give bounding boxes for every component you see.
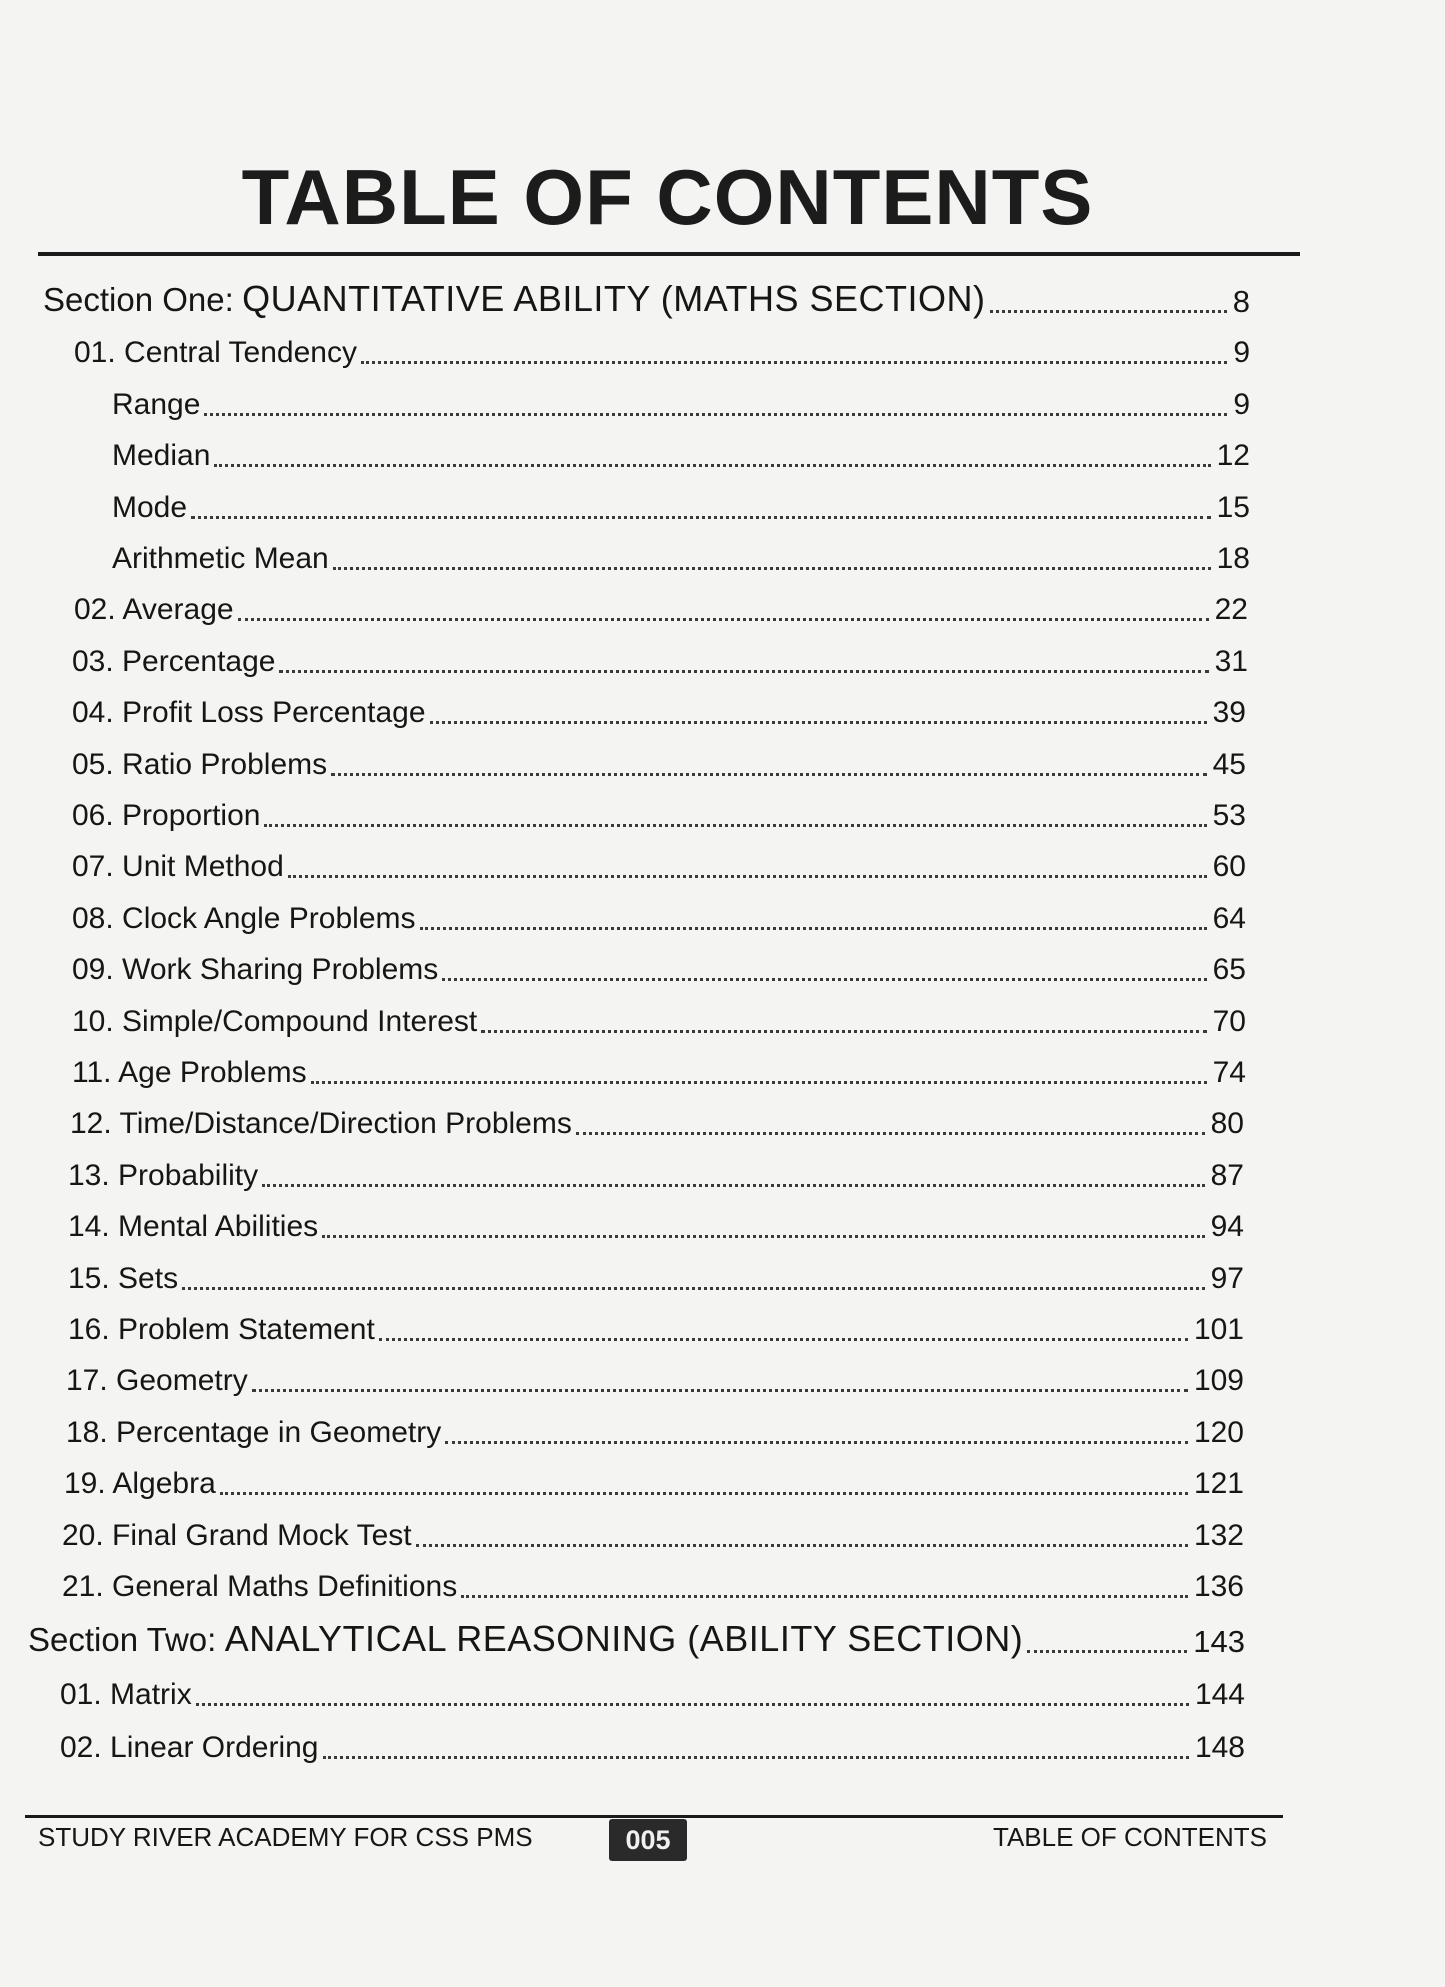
toc-entry	[64, 1462, 1244, 1506]
toc-entry-label: 20. Final Grand Mock Test	[62, 1519, 412, 1552]
toc-entry	[112, 486, 1250, 530]
toc-page-number: 12	[1216, 439, 1250, 472]
toc-page-number: 132	[1193, 1519, 1244, 1552]
dot-leader	[182, 1287, 1205, 1290]
toc-page-number: 22	[1214, 593, 1248, 626]
toc-page-number: 8	[1232, 284, 1250, 319]
dot-leader	[252, 1389, 1188, 1392]
toc-page-number: 109	[1193, 1364, 1244, 1397]
toc-entry-label: 18. Percentage in Geometry	[66, 1416, 442, 1449]
toc-entry-label: 07. Unit Method	[72, 850, 284, 883]
dot-leader	[1027, 1650, 1187, 1653]
toc-entry	[74, 588, 1248, 632]
dot-leader	[461, 1595, 1188, 1598]
page-title: TABLE OF CONTENTS	[241, 153, 1094, 241]
toc-entry-label: 01. Matrix	[60, 1678, 192, 1711]
toc-entry-label: 14. Mental Abilities	[68, 1210, 319, 1243]
toc-entry	[112, 434, 1250, 478]
toc-page-number: 97	[1210, 1262, 1244, 1295]
toc-entry-label: 01. Central Tendency	[74, 336, 357, 369]
toc-page-number: 65	[1212, 953, 1246, 986]
toc-entry-label: Mode	[112, 491, 188, 524]
toc-entry	[72, 1051, 1246, 1095]
section-name: QUANTITATIVE ABILITY (MATHS SECTION)	[242, 278, 986, 319]
footer-page-number: 005	[609, 1819, 687, 1861]
toc-page-number: 143	[1193, 1624, 1245, 1659]
dot-leader	[990, 310, 1227, 313]
toc-page-number: 74	[1212, 1056, 1246, 1089]
toc-entry	[112, 383, 1250, 427]
toc-entry-label: 05. Ratio Problems	[72, 748, 328, 781]
toc-entry	[72, 794, 1246, 838]
toc-page-number: 70	[1212, 1005, 1246, 1038]
toc-page-number: 9	[1233, 388, 1250, 421]
toc-entry-label: 06. Proportion	[72, 799, 261, 832]
section-prefix: Section Two:	[28, 1621, 217, 1658]
toc-entry-label: 09. Work Sharing Problems	[72, 953, 439, 986]
dot-leader	[288, 875, 1207, 878]
dot-leader	[264, 824, 1206, 827]
toc-entry	[66, 1411, 1244, 1455]
toc-page-number: 45	[1212, 748, 1246, 781]
dot-leader	[204, 413, 1227, 416]
toc-entry	[60, 1726, 1245, 1770]
toc-page-number: 148	[1194, 1731, 1245, 1764]
toc-entry	[68, 1154, 1244, 1198]
dot-leader	[331, 773, 1207, 776]
toc-page-number: 31	[1214, 645, 1248, 678]
dot-leader	[279, 670, 1208, 673]
toc-entry	[60, 1673, 1245, 1717]
dot-leader	[576, 1132, 1205, 1135]
toc-entry	[72, 845, 1246, 889]
dot-leader	[445, 1441, 1188, 1444]
toc-page-number: 94	[1210, 1210, 1244, 1243]
section-title	[43, 277, 990, 324]
dot-leader	[220, 1492, 1188, 1495]
toc-entry	[68, 1205, 1244, 1249]
dot-leader	[416, 1544, 1188, 1547]
dot-leader	[379, 1338, 1188, 1341]
dot-leader	[361, 361, 1227, 364]
dot-leader	[430, 721, 1207, 724]
dot-leader	[322, 1235, 1204, 1238]
toc-entry-label: 08. Clock Angle Problems	[72, 902, 416, 935]
toc-page-number: 136	[1193, 1570, 1244, 1603]
toc-entry-label: 21. General Maths Definitions	[62, 1570, 458, 1603]
toc-entry	[70, 1102, 1244, 1146]
toc-entry-label: Median	[112, 439, 211, 472]
footer-running-title: TABLE OF CONTENTS	[993, 1822, 1267, 1852]
toc-page-number: 101	[1193, 1313, 1244, 1346]
dot-leader	[191, 516, 1211, 519]
toc-page-number: 80	[1210, 1107, 1244, 1140]
toc-page-number: 121	[1193, 1467, 1244, 1500]
toc-entry	[66, 1359, 1244, 1403]
toc-entry-label: 17. Geometry	[66, 1364, 248, 1397]
toc-entry	[72, 691, 1246, 735]
toc-entry-label: 13. Probability	[68, 1159, 259, 1192]
toc-page-number: 9	[1233, 336, 1250, 369]
toc-entry-label: Arithmetic Mean	[112, 542, 329, 575]
dot-leader	[481, 1030, 1206, 1033]
toc-entry	[112, 537, 1250, 581]
section-name: ANALYTICAL REASONING (ABILITY SECTION)	[224, 1618, 1024, 1659]
toc-page-number: 64	[1212, 902, 1246, 935]
toc-entry-label: 02. Linear Ordering	[60, 1731, 319, 1764]
dot-leader	[420, 927, 1207, 930]
toc-entry	[74, 331, 1250, 375]
toc-entry-label: 15. Sets	[68, 1262, 179, 1295]
toc-entry-label: 16. Problem Statement	[68, 1313, 375, 1346]
toc-page-number: 39	[1212, 696, 1246, 729]
toc-page-number: 144	[1194, 1678, 1245, 1711]
toc-entry-label: Range	[112, 388, 201, 421]
toc-page-number: 15	[1216, 491, 1250, 524]
toc-entry-label: 02. Average	[74, 593, 234, 626]
footer-publisher: STUDY RIVER ACADEMY FOR CSS PMS	[38, 1822, 533, 1852]
dot-leader	[323, 1756, 1189, 1759]
toc-entry-label: 11. Age Problems	[72, 1056, 307, 1089]
toc-page-number: 18	[1216, 542, 1250, 575]
toc-entry-label: 12. Time/Distance/Direction Problems	[70, 1107, 572, 1140]
toc-entry	[62, 1514, 1244, 1558]
dot-leader	[196, 1703, 1189, 1706]
toc-section-heading	[43, 280, 1250, 324]
toc-entry	[72, 640, 1248, 684]
toc-entry	[62, 1565, 1244, 1609]
toc-entry	[68, 1308, 1244, 1352]
dot-leader	[442, 978, 1206, 981]
toc-entry	[72, 1000, 1246, 1044]
title-rule	[38, 252, 1300, 256]
dot-leader	[262, 1184, 1205, 1187]
toc-entry-label: 04. Profit Loss Percentage	[72, 696, 426, 729]
footer-rule	[25, 1815, 1283, 1818]
toc-page-number: 53	[1212, 799, 1246, 832]
toc-section-heading	[28, 1620, 1245, 1664]
toc-entry	[72, 948, 1246, 992]
dot-leader	[214, 464, 1210, 467]
toc-page-number: 60	[1212, 850, 1246, 883]
dot-leader	[333, 567, 1211, 570]
dot-leader	[311, 1081, 1207, 1084]
toc-entry-label: 19. Algebra	[64, 1467, 216, 1500]
toc-entry-label: 10. Simple/Compound Interest	[72, 1005, 478, 1038]
toc-entry	[72, 743, 1246, 787]
toc-entry	[72, 897, 1246, 941]
toc-page-number: 120	[1193, 1416, 1244, 1449]
toc-entry-label: 03. Percentage	[72, 645, 276, 678]
section-prefix: Section One:	[43, 281, 234, 318]
toc-entry	[68, 1257, 1244, 1301]
section-title	[28, 1617, 1027, 1664]
dot-leader	[238, 618, 1209, 621]
toc-page-number: 87	[1210, 1159, 1244, 1192]
